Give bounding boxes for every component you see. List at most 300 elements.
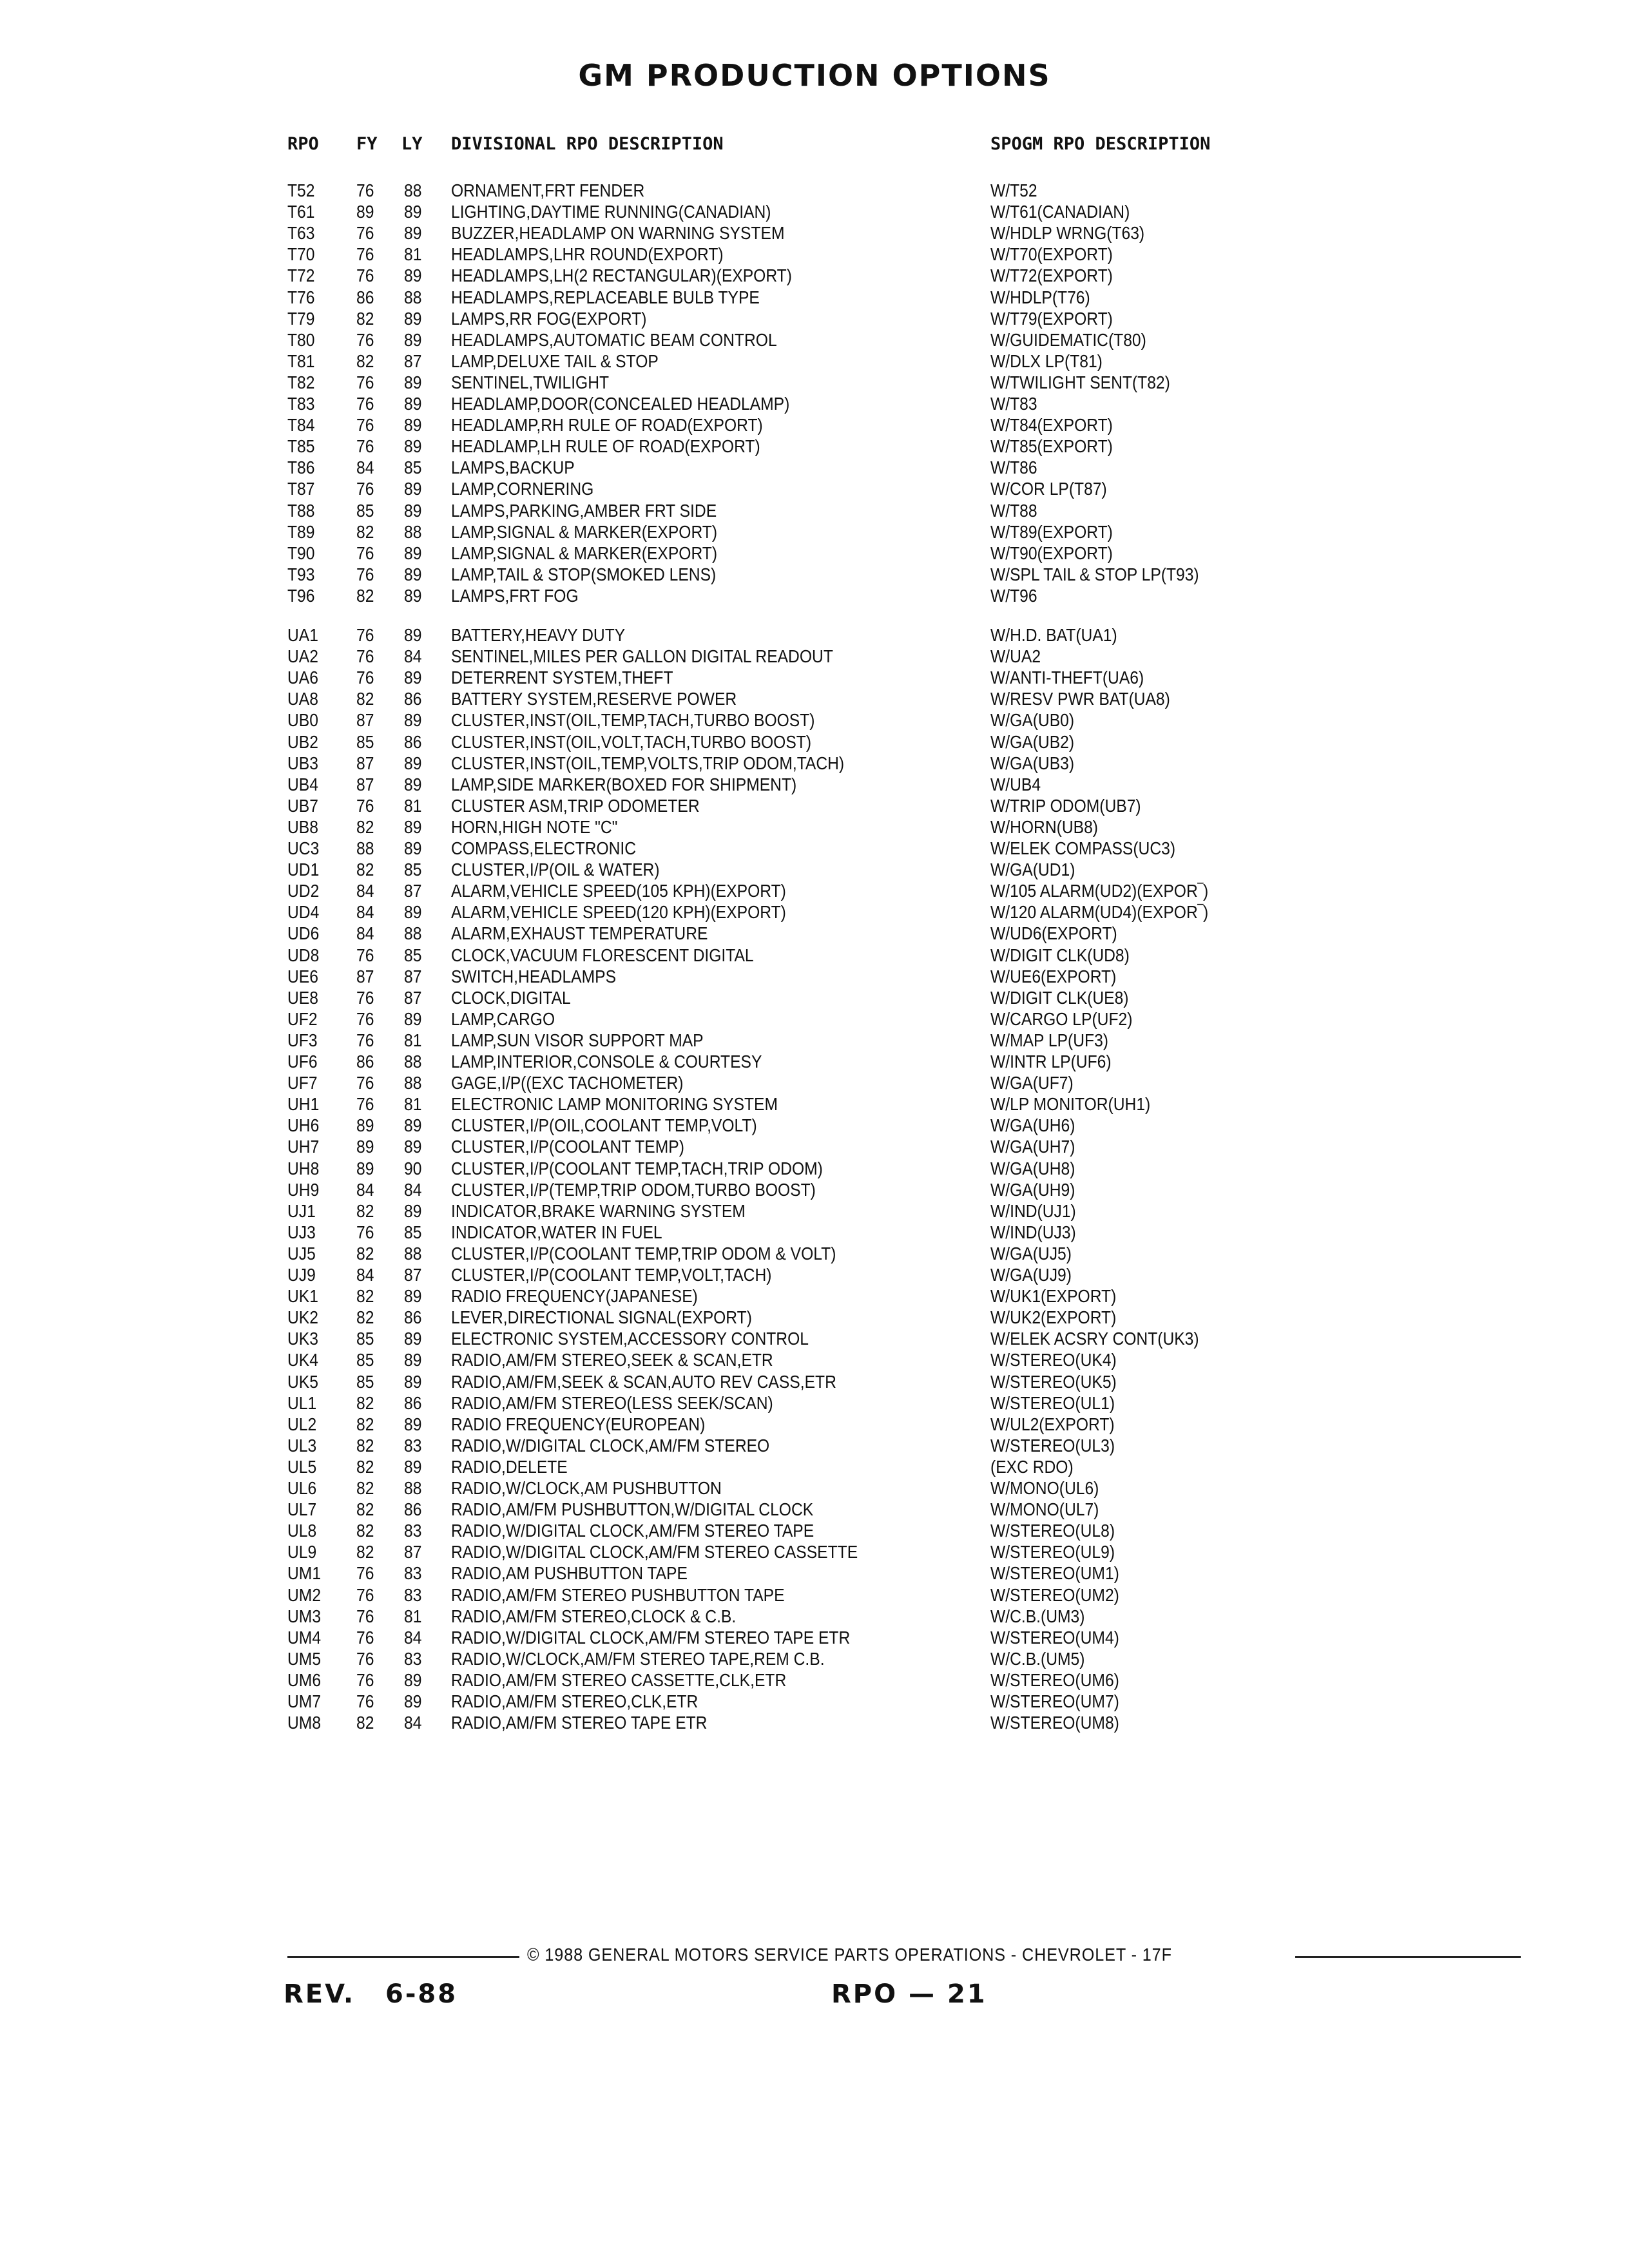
last-year: 83 — [404, 1648, 422, 1669]
spogm-description: W/GA(UJ9) — [990, 1265, 1072, 1285]
last-year: 81 — [404, 1030, 422, 1050]
last-year: 89 — [404, 902, 422, 923]
first-year: 76 — [356, 1030, 374, 1050]
rpo-code: UL7 — [287, 1499, 317, 1520]
last-year: 89 — [404, 774, 422, 794]
table-row — [0, 1585, 1629, 1606]
table-row — [0, 1137, 1629, 1158]
last-year: 89 — [404, 394, 422, 414]
divisional-description: RADIO,DELETE — [451, 1456, 568, 1477]
last-year: 85 — [404, 945, 422, 965]
divisional-description: RADIO,W/DIGITAL CLOCK,AM/FM STEREO TAPE ETR — [451, 1627, 851, 1648]
rpo-code: UC3 — [287, 838, 320, 858]
last-year: 86 — [404, 689, 422, 709]
table-row — [0, 774, 1629, 796]
spogm-description: W/STEREO(UL3) — [990, 1435, 1115, 1456]
spogm-description: W/UA2 — [990, 646, 1041, 667]
rpo-code: UM6 — [287, 1669, 322, 1690]
spogm-description: W/GA(UH8) — [990, 1158, 1075, 1178]
rpo-code: UB4 — [287, 774, 318, 794]
divisional-description: CLUSTER,I/P(OIL,COOLANT TEMP,VOLT) — [451, 1115, 757, 1136]
first-year: 82 — [356, 1499, 374, 1520]
last-year: 89 — [404, 1350, 422, 1370]
rpo-code: T88 — [287, 500, 315, 521]
divisional-description: COMPASS,ELECTRONIC — [451, 838, 637, 858]
column-header-spogm: SPOGM RPO DESCRIPTION — [990, 134, 1211, 154]
divisional-description: CLUSTER,INST(OIL,TEMP,TACH,TURBO BOOST) — [451, 710, 815, 731]
last-year: 89 — [404, 479, 422, 499]
divisional-description: RADIO FREQUENCY(EUROPEAN) — [451, 1414, 706, 1434]
first-year: 76 — [356, 415, 374, 436]
rpo-code: T87 — [287, 479, 315, 499]
last-year: 84 — [404, 1179, 422, 1200]
spogm-description: W/T72(EXPORT) — [990, 265, 1113, 286]
last-year: 89 — [404, 585, 422, 606]
first-year: 76 — [356, 625, 374, 645]
first-year: 76 — [356, 244, 374, 265]
table-row — [0, 1606, 1629, 1628]
divisional-description: LAMP,SIGNAL & MARKER(EXPORT) — [451, 521, 718, 542]
table-row — [0, 1478, 1629, 1499]
spogm-description: W/STEREO(UL8) — [990, 1521, 1115, 1541]
rpo-code: UD4 — [287, 902, 320, 923]
table-row — [0, 1115, 1629, 1137]
table-row — [0, 394, 1629, 415]
spogm-description: W/T52 — [990, 180, 1037, 200]
table-row — [0, 501, 1629, 522]
rpo-code: UM8 — [287, 1713, 322, 1733]
spogm-description: W/T79(EXPORT) — [990, 308, 1113, 329]
spogm-description: W/GA(UB2) — [990, 731, 1075, 752]
spogm-description: W/GA(UB0) — [990, 710, 1075, 731]
last-year: 83 — [404, 1435, 422, 1456]
first-year: 86 — [356, 1052, 374, 1072]
last-year: 89 — [404, 329, 422, 350]
rpo-code: UM7 — [287, 1691, 322, 1711]
table-row — [0, 1393, 1629, 1414]
divisional-description: LAMP,TAIL & STOP(SMOKED LENS) — [451, 564, 717, 584]
divisional-description: ORNAMENT,FRT FENDER — [451, 180, 645, 200]
spogm-description: W/ELEK ACSRY CONT(UK3) — [990, 1329, 1199, 1349]
first-year: 88 — [356, 838, 374, 858]
spogm-description: W/T86 — [990, 457, 1037, 478]
table-row — [0, 457, 1629, 479]
first-year: 85 — [356, 731, 374, 752]
last-year: 83 — [404, 1521, 422, 1541]
table-row — [0, 1307, 1629, 1329]
rpo-code: UF2 — [287, 1008, 318, 1029]
spogm-description: W/T84(EXPORT) — [990, 415, 1113, 436]
spogm-description: W/T89(EXPORT) — [990, 521, 1113, 542]
table-row — [0, 1180, 1629, 1201]
first-year: 76 — [356, 795, 374, 816]
rpo-code: UA8 — [287, 689, 318, 709]
revision-label: REV. — [284, 1979, 356, 2009]
first-year: 82 — [356, 1456, 374, 1477]
last-year: 89 — [404, 753, 422, 773]
first-year: 82 — [356, 1478, 374, 1498]
first-year: 82 — [356, 308, 374, 329]
table-row — [0, 1691, 1629, 1713]
rpo-code: UF7 — [287, 1073, 318, 1093]
last-year: 89 — [404, 543, 422, 563]
spogm-description: W/STEREO(UM7) — [990, 1691, 1119, 1711]
divisional-description: CLUSTER,I/P(COOLANT TEMP) — [451, 1137, 684, 1157]
rpo-code: T83 — [287, 394, 315, 414]
last-year: 87 — [404, 881, 422, 901]
divisional-description: CLOCK,DIGITAL — [451, 987, 571, 1008]
divisional-description: ALARM,EXHAUST TEMPERATURE — [451, 923, 708, 944]
rpo-code: UK2 — [287, 1307, 318, 1328]
divisional-description: LIGHTING,DAYTIME RUNNING(CANADIAN) — [451, 202, 771, 222]
first-year: 76 — [356, 668, 374, 688]
first-year: 82 — [356, 521, 374, 542]
divisional-description: LAMPS,FRT FOG — [451, 585, 579, 606]
table-row — [0, 945, 1629, 966]
rpo-code: UB7 — [287, 795, 318, 816]
first-year: 76 — [356, 372, 374, 392]
table-row — [0, 586, 1629, 607]
last-year: 89 — [404, 1115, 422, 1136]
first-year: 76 — [356, 394, 374, 414]
first-year: 84 — [356, 1179, 374, 1200]
divisional-description: BATTERY SYSTEM,RESERVE POWER — [451, 689, 737, 709]
first-year: 76 — [356, 223, 374, 244]
first-year: 89 — [356, 1137, 374, 1157]
first-year: 82 — [356, 1307, 374, 1328]
rpo-code: UK1 — [287, 1286, 318, 1307]
first-year: 82 — [356, 1713, 374, 1733]
first-year: 87 — [356, 710, 374, 731]
spogm-description: W/T83 — [990, 394, 1037, 414]
spogm-description: W/C.B.(UM5) — [990, 1648, 1085, 1669]
rpo-code: T81 — [287, 351, 315, 371]
rpo-code: UD1 — [287, 860, 320, 880]
first-year: 89 — [356, 202, 374, 222]
last-year: 83 — [404, 1584, 422, 1605]
divisional-description: HEADLAMP,LH RULE OF ROAD(EXPORT) — [451, 436, 760, 457]
spogm-description: W/UB4 — [990, 774, 1041, 794]
first-year: 85 — [356, 1350, 374, 1370]
column-header-rpo: RPO — [287, 134, 319, 154]
first-year: 85 — [356, 500, 374, 521]
column-header-fy: FY — [356, 134, 378, 154]
page-title: GM PRODUCTION OPTIONS — [578, 58, 1051, 93]
last-year: 89 — [404, 500, 422, 521]
table-row — [0, 625, 1629, 646]
divisional-description: ELECTRONIC LAMP MONITORING SYSTEM — [451, 1094, 778, 1115]
spogm-description: W/STEREO(UL1) — [990, 1392, 1115, 1413]
table-row — [0, 330, 1629, 351]
divisional-description: CLUSTER,I/P(OIL & WATER) — [451, 860, 660, 880]
spogm-description: W/MAP LP(UF3) — [990, 1030, 1108, 1050]
first-year: 89 — [356, 1115, 374, 1136]
divisional-description: INDICATOR,BRAKE WARNING SYSTEM — [451, 1200, 746, 1221]
spogm-description: W/STEREO(UM6) — [990, 1669, 1119, 1690]
spogm-description: W/105 ALARM(UD2)(EXPOR‾) — [990, 881, 1209, 901]
spogm-description: W/STEREO(UM4) — [990, 1627, 1119, 1648]
last-year: 84 — [404, 646, 422, 667]
rpo-code: UL1 — [287, 1392, 317, 1413]
table-row — [0, 1052, 1629, 1073]
rpo-code: T93 — [287, 564, 315, 584]
rpo-code: T90 — [287, 543, 315, 563]
first-year: 82 — [356, 585, 374, 606]
column-header-divisional: DIVISIONAL RPO DESCRIPTION — [451, 134, 724, 154]
rpo-code: T96 — [287, 585, 315, 606]
divisional-description: RADIO,AM/FM STEREO CASSETTE,CLK,ETR — [451, 1669, 787, 1690]
last-year: 89 — [404, 1200, 422, 1221]
spogm-description: W/LP MONITOR(UH1) — [990, 1094, 1151, 1115]
first-year: 87 — [356, 774, 374, 794]
last-year: 88 — [404, 1243, 422, 1264]
table-row — [0, 1649, 1629, 1670]
rpo-code: UD2 — [287, 881, 320, 901]
divisional-description: LAMP,INTERIOR,CONSOLE & COURTESY — [451, 1052, 762, 1072]
table-row — [0, 244, 1629, 265]
table-row — [0, 351, 1629, 372]
spogm-description: W/DIGIT CLK(UE8) — [990, 987, 1129, 1008]
first-year: 84 — [356, 1265, 374, 1285]
last-year: 88 — [404, 1073, 422, 1093]
table-row — [0, 1670, 1629, 1691]
last-year: 87 — [404, 987, 422, 1008]
divisional-description: RADIO,AM/FM STEREO,CLK,ETR — [451, 1691, 699, 1711]
table-row — [0, 796, 1629, 817]
first-year: 76 — [356, 1669, 374, 1690]
column-header-ly: LY — [401, 134, 423, 154]
last-year: 89 — [404, 1137, 422, 1157]
divisional-description: CLUSTER,I/P(COOLANT TEMP,TACH,TRIP ODOM) — [451, 1158, 823, 1178]
divisional-description: LAMP,DELUXE TAIL & STOP — [451, 351, 659, 371]
first-year: 87 — [356, 753, 374, 773]
last-year: 85 — [404, 860, 422, 880]
spogm-description: W/INTR LP(UF6) — [990, 1052, 1112, 1072]
last-year: 89 — [404, 202, 422, 222]
rpo-code: UL6 — [287, 1478, 317, 1498]
rpo-code: UK5 — [287, 1371, 318, 1392]
rpo-code: T52 — [287, 180, 315, 200]
divisional-description: RADIO,AM/FM STEREO,CLOCK & C.B. — [451, 1606, 737, 1626]
table-row — [0, 1009, 1629, 1030]
last-year: 89 — [404, 710, 422, 731]
spogm-description: W/GA(UJ5) — [990, 1243, 1072, 1264]
rpo-code: T76 — [287, 287, 315, 307]
table-row — [0, 372, 1629, 394]
spogm-description: W/GUIDEMATIC(T80) — [990, 329, 1146, 350]
table-row — [0, 1372, 1629, 1393]
table-row — [0, 753, 1629, 774]
first-year: 84 — [356, 923, 374, 944]
rpo-code: UF3 — [287, 1030, 318, 1050]
table-row — [0, 223, 1629, 244]
spogm-description: W/120 ALARM(UD4)(EXPOR‾) — [990, 902, 1209, 923]
spogm-description: W/UK1(EXPORT) — [990, 1286, 1117, 1307]
divisional-description: RADIO,W/DIGITAL CLOCK,AM/FM STEREO — [451, 1435, 770, 1456]
divisional-description: INDICATOR,WATER IN FUEL — [451, 1222, 662, 1242]
rpo-code: UE8 — [287, 987, 318, 1008]
divisional-description: CLUSTER,INST(OIL,VOLT,TACH,TURBO BOOST) — [451, 731, 812, 752]
divisional-description: HEADLAMPS,AUTOMATIC BEAM CONTROL — [451, 329, 777, 350]
first-year: 76 — [356, 1627, 374, 1648]
rpo-code: T63 — [287, 223, 315, 244]
spogm-description: W/T90(EXPORT) — [990, 543, 1113, 563]
last-year: 89 — [404, 1456, 422, 1477]
first-year: 76 — [356, 646, 374, 667]
spogm-description: W/UD6(EXPORT) — [990, 923, 1117, 944]
first-year: 82 — [356, 1243, 374, 1264]
table-row — [0, 1713, 1629, 1734]
last-year: 89 — [404, 265, 422, 286]
last-year: 88 — [404, 1478, 422, 1498]
spogm-description: W/T85(EXPORT) — [990, 436, 1113, 457]
table-row — [0, 1457, 1629, 1478]
divisional-description: LAMPS,RR FOG(EXPORT) — [451, 308, 647, 329]
table-row — [0, 838, 1629, 860]
divisional-description: SWITCH,HEADLAMPS — [451, 966, 617, 986]
divisional-description: ALARM,VEHICLE SPEED(120 KPH)(EXPORT) — [451, 902, 786, 923]
last-year: 88 — [404, 521, 422, 542]
first-year: 82 — [356, 1521, 374, 1541]
last-year: 87 — [404, 966, 422, 986]
first-year: 84 — [356, 457, 374, 478]
spogm-description: W/COR LP(T87) — [990, 479, 1107, 499]
divisional-description: LAMP,CORNERING — [451, 479, 594, 499]
divisional-description: RADIO,AM/FM STEREO,SEEK & SCAN,ETR — [451, 1350, 773, 1370]
table-row — [0, 1201, 1629, 1222]
rpo-code: UB0 — [287, 710, 318, 731]
divisional-description: CLOCK,VACUUM FLORESCENT DIGITAL — [451, 945, 754, 965]
rpo-code: UB8 — [287, 816, 318, 837]
last-year: 86 — [404, 731, 422, 752]
divisional-description: LAMP,SIDE MARKER(BOXED FOR SHIPMENT) — [451, 774, 797, 794]
first-year: 76 — [356, 265, 374, 286]
divisional-description: LAMP,SUN VISOR SUPPORT MAP — [451, 1030, 704, 1050]
last-year: 89 — [404, 564, 422, 584]
last-year: 86 — [404, 1499, 422, 1520]
first-year: 76 — [356, 987, 374, 1008]
spogm-description: W/C.B.(UM3) — [990, 1606, 1085, 1626]
first-year: 76 — [356, 1563, 374, 1584]
last-year: 86 — [404, 1307, 422, 1328]
spogm-description: W/ELEK COMPASS(UC3) — [990, 838, 1176, 858]
table-row — [0, 1350, 1629, 1371]
first-year: 86 — [356, 287, 374, 307]
first-year: 84 — [356, 902, 374, 923]
divisional-description: RADIO,W/DIGITAL CLOCK,AM/FM STEREO CASSETTE — [451, 1542, 858, 1562]
rpo-code: UB2 — [287, 731, 318, 752]
rpo-code: UA1 — [287, 625, 318, 645]
divisional-description: CLUSTER,I/P(TEMP,TRIP ODOM,TURBO BOOST) — [451, 1179, 816, 1200]
last-year: 89 — [404, 1371, 422, 1392]
table-row — [0, 732, 1629, 753]
spogm-description: W/STEREO(UM2) — [990, 1584, 1119, 1605]
spogm-description: W/H.D. BAT(UA1) — [990, 625, 1117, 645]
spogm-description: W/UL2(EXPORT) — [990, 1414, 1115, 1434]
first-year: 76 — [356, 479, 374, 499]
rpo-code: T61 — [287, 202, 315, 222]
table-row — [0, 479, 1629, 500]
rpo-code: UH8 — [287, 1158, 320, 1178]
rpo-code: T80 — [287, 329, 315, 350]
spogm-description: W/DIGIT CLK(UD8) — [990, 945, 1130, 965]
spogm-description: W/MONO(UL7) — [990, 1499, 1099, 1520]
rpo-code: UD6 — [287, 923, 320, 944]
divisional-description: RADIO,W/DIGITAL CLOCK,AM/FM STEREO TAPE — [451, 1521, 815, 1541]
first-year: 82 — [356, 1542, 374, 1562]
table-row — [0, 309, 1629, 330]
table-row — [0, 860, 1629, 881]
divisional-description: RADIO,W/CLOCK,AM/FM STEREO TAPE,REM C.B. — [451, 1648, 825, 1669]
divisional-description: HEADLAMP,RH RULE OF ROAD(EXPORT) — [451, 415, 763, 436]
first-year: 76 — [356, 543, 374, 563]
table-row — [0, 265, 1629, 287]
rpo-code: UE6 — [287, 966, 318, 986]
last-year: 89 — [404, 668, 422, 688]
spogm-description: W/RESV PWR BAT(UA8) — [990, 689, 1170, 709]
divisional-description: LAMPS,PARKING,AMBER FRT SIDE — [451, 500, 717, 521]
spogm-description: W/STEREO(UK5) — [990, 1371, 1117, 1392]
last-year: 89 — [404, 1414, 422, 1434]
spogm-description: (EXC RDO) — [990, 1456, 1074, 1477]
spogm-description: W/SPL TAIL & STOP LP(T93) — [990, 564, 1199, 584]
first-year: 82 — [356, 1435, 374, 1456]
spogm-description: W/GA(UH6) — [990, 1115, 1075, 1136]
footer-copyright: © 1988 GENERAL MOTORS SERVICE PARTS OPERATIONS - CHEVROLET - 17F — [527, 1945, 1172, 1965]
rpo-code: UJ3 — [287, 1222, 316, 1242]
first-year: 82 — [356, 1286, 374, 1307]
table-row — [0, 689, 1629, 710]
divisional-description: HORN,HIGH NOTE "C" — [451, 816, 618, 837]
table-row — [0, 1542, 1629, 1563]
last-year: 81 — [404, 795, 422, 816]
spogm-description: W/IND(UJ1) — [990, 1200, 1076, 1221]
first-year: 82 — [356, 816, 374, 837]
first-year: 82 — [356, 1200, 374, 1221]
table-row — [0, 1094, 1629, 1115]
rpo-code: UK3 — [287, 1329, 318, 1349]
last-year: 89 — [404, 838, 422, 858]
last-year: 83 — [404, 1563, 422, 1584]
table-row — [0, 646, 1629, 668]
rpo-code: T89 — [287, 521, 315, 542]
table-row — [0, 1329, 1629, 1350]
divisional-description: GAGE,I/P((EXC TACHOMETER) — [451, 1073, 684, 1093]
spogm-description: W/STEREO(UL9) — [990, 1542, 1115, 1562]
last-year: 89 — [404, 436, 422, 457]
first-year: 82 — [356, 351, 374, 371]
rpo-code: T85 — [287, 436, 315, 457]
last-year: 87 — [404, 1265, 422, 1285]
divisional-description: LEVER,DIRECTIONAL SIGNAL(EXPORT) — [451, 1307, 752, 1328]
rpo-code: UM2 — [287, 1584, 322, 1605]
divisional-description: RADIO,AM PUSHBUTTON TAPE — [451, 1563, 688, 1584]
rpo-code: UJ1 — [287, 1200, 316, 1221]
table-row — [0, 1073, 1629, 1094]
footer-rule-right — [1295, 1956, 1521, 1958]
spogm-description: W/TRIP ODOM(UB7) — [990, 795, 1141, 816]
rpo-code: T72 — [287, 265, 315, 286]
first-year: 76 — [356, 180, 374, 200]
rpo-code: UJ5 — [287, 1243, 316, 1264]
divisional-description: HEADLAMPS,LH(2 RECTANGULAR)(EXPORT) — [451, 265, 792, 286]
last-year: 86 — [404, 1392, 422, 1413]
divisional-description: RADIO,W/CLOCK,AM PUSHBUTTON — [451, 1478, 722, 1498]
first-year: 76 — [356, 329, 374, 350]
first-year: 76 — [356, 1606, 374, 1626]
last-year: 87 — [404, 1542, 422, 1562]
divisional-description: CLUSTER,I/P(COOLANT TEMP,VOLT,TACH) — [451, 1265, 772, 1285]
